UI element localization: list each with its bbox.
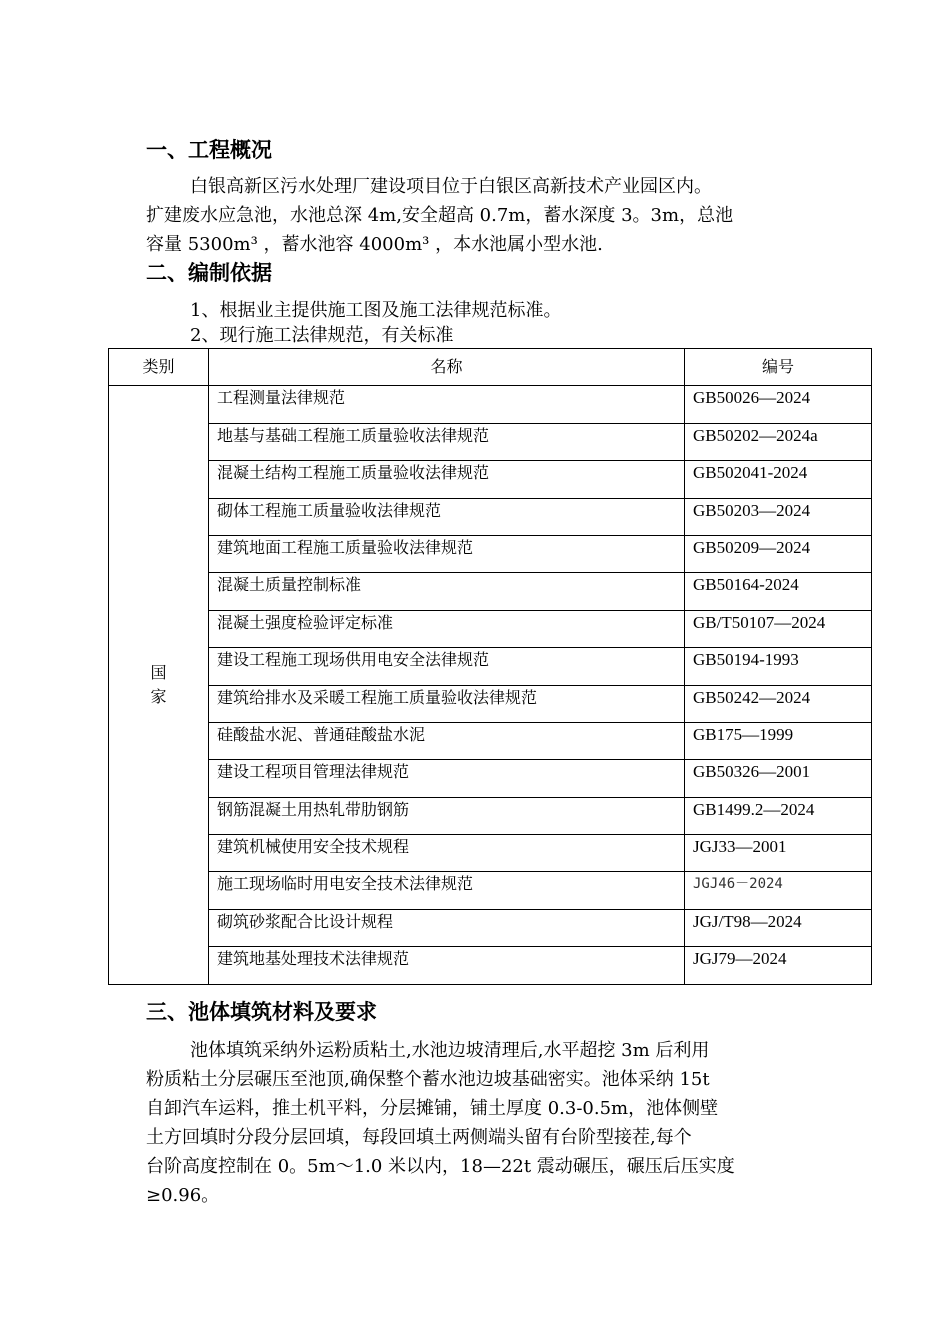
standard-code: JGJ/T98—2024 xyxy=(685,909,872,946)
table-row xyxy=(109,797,872,834)
paragraph-line: 池体填筑采纳外运粉质粘土,水池边坡清理后,水平超挖 3m 后利用 xyxy=(190,1040,710,1061)
standard-name: 建筑机械使用安全技术规程 xyxy=(209,835,685,872)
paragraph-line: 台阶高度控制在 0。5m～1.0 米以内，18—22t 震动碾压，碾压后压实度 xyxy=(146,1156,735,1177)
standard-code: JGJ46－2024 xyxy=(685,872,872,909)
standard-code: GB50026—2024 xyxy=(685,386,872,423)
standard-name: 混凝土结构工程施工质量验收法律规范 xyxy=(209,461,685,498)
table-row xyxy=(109,835,872,872)
section-3-paragraph xyxy=(146,1036,836,1210)
standard-name: 建设工程施工现场供用电安全法律规范 xyxy=(209,648,685,685)
paragraph-line: 白银高新区污水处理厂建设项目位于白银区高新技术产业园区内。 xyxy=(190,176,712,197)
standard-name: 施工现场临时用电安全技术法律规范 xyxy=(209,872,685,909)
standard-name: 硅酸盐水泥、普通硅酸盐水泥 xyxy=(209,722,685,759)
table-row xyxy=(109,423,872,460)
header-category: 类别 xyxy=(109,349,209,386)
standard-name: 钢筋混凝土用热轧带肋钢筋 xyxy=(209,797,685,834)
section-1-title: 一、工程概况 xyxy=(146,138,272,162)
table-row xyxy=(109,685,872,722)
standard-code: JGJ33—2001 xyxy=(685,835,872,872)
table-row xyxy=(109,498,872,535)
standard-code: GB502041-2024 xyxy=(685,461,872,498)
basis-item: 1、根据业主提供施工图及施工法律规范标准。 xyxy=(190,300,562,321)
table-row xyxy=(109,573,872,610)
table-row xyxy=(109,648,872,685)
standard-code: GB1499.2—2024 xyxy=(685,797,872,834)
standard-name: 混凝土质量控制标准 xyxy=(209,573,685,610)
standard-name: 工程测量法律规范 xyxy=(209,386,685,423)
paragraph-line: ≥0.96。 xyxy=(146,1185,220,1206)
section-3-title: 三、池体填筑材料及要求 xyxy=(146,1000,377,1024)
standards-table xyxy=(108,348,872,985)
basis-item: 2、现行施工法律规范，有关标准 xyxy=(190,325,454,346)
category-cell: 国家 xyxy=(109,386,209,984)
standard-code: GB50203—2024 xyxy=(685,498,872,535)
standard-code: GB50164-2024 xyxy=(685,573,872,610)
standard-code: GB50202—2024a xyxy=(685,423,872,460)
standard-code: GB50326—2001 xyxy=(685,760,872,797)
section-1-paragraph xyxy=(146,172,836,259)
standard-name: 建筑给排水及采暖工程施工质量验收法律规范 xyxy=(209,685,685,722)
table-row xyxy=(109,760,872,797)
standard-code: GB50209—2024 xyxy=(685,535,872,572)
standard-name: 建筑地面工程施工质量验收法律规范 xyxy=(209,535,685,572)
table-row xyxy=(109,872,872,909)
paragraph-line: 扩建废水应急池，水池总深 4m,安全超高 0.7m，蓄水深度 3。3m，总池 xyxy=(146,205,734,226)
table-row xyxy=(109,461,872,498)
standard-code: GB175—1999 xyxy=(685,722,872,759)
standard-name: 混凝土强度检验评定标准 xyxy=(209,610,685,647)
table-row xyxy=(109,386,872,423)
standard-name: 建筑地基处理技术法律规范 xyxy=(209,947,685,984)
paragraph-line: 土方回填时分段分层回填，每段回填土两侧端头留有台阶型接茬,每个 xyxy=(146,1127,692,1148)
standard-code: JGJ79—2024 xyxy=(685,947,872,984)
header-code: 编号 xyxy=(685,349,872,386)
standard-name: 地基与基础工程施工质量验收法律规范 xyxy=(209,423,685,460)
standard-name: 砌体工程施工质量验收法律规范 xyxy=(209,498,685,535)
paragraph-line: 容量 5300m³ ，蓄水池容 4000m³ ，本水池属小型水池. xyxy=(146,234,603,255)
header-name: 名称 xyxy=(209,349,685,386)
paragraph-line: 自卸汽车运料，推土机平料，分层摊铺，铺土厚度 0.3-0.5m，池体侧壁 xyxy=(146,1098,719,1119)
table-row xyxy=(109,947,872,984)
table-header-row xyxy=(109,349,872,386)
table-row xyxy=(109,909,872,946)
table-row xyxy=(109,722,872,759)
standard-code: GB50194-1993 xyxy=(685,648,872,685)
paragraph-line: 粉质粘土分层碾压至池顶,确保整个蓄水池边坡基础密实。池体采纳 15t xyxy=(146,1069,710,1090)
table-row xyxy=(109,535,872,572)
standard-name: 砌筑砂浆配合比设计规程 xyxy=(209,909,685,946)
section-2-title: 二、编制依据 xyxy=(146,261,272,285)
standard-name: 建设工程项目管理法律规范 xyxy=(209,760,685,797)
standard-code: GB/T50107—2024 xyxy=(685,610,872,647)
standard-code: GB50242—2024 xyxy=(685,685,872,722)
table-row xyxy=(109,610,872,647)
